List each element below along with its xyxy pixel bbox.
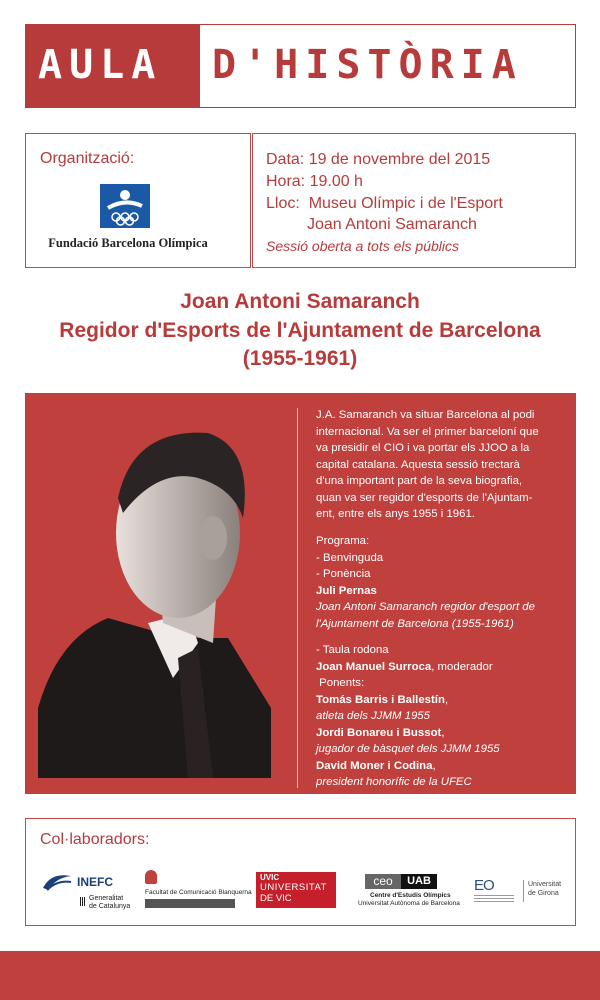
gencat-line-2: de Catalunya — [89, 903, 131, 910]
girona-divider — [523, 880, 524, 902]
event-place-line2: Joan Antoni Samaranch — [307, 216, 477, 233]
blanquerna-bar — [145, 899, 235, 908]
ceo-line-1: Centre d'Estudis Olímpics — [370, 892, 451, 899]
comma: , — [444, 693, 449, 706]
programa-item-benvinguda: - Benvinguda — [316, 551, 384, 564]
collaborators-label: Col·laboradors: — [40, 831, 150, 848]
blanquerna-logo-icon — [145, 870, 157, 884]
organizer-label: Organització: — [40, 150, 135, 167]
ceo-line-2: Universitat Autònoma de Barcelona — [358, 900, 460, 907]
event-date: Data: 19 de novembre del 2015 — [266, 151, 491, 168]
comma: , — [432, 759, 436, 772]
moderador-line — [316, 659, 493, 676]
header-title-historia: D'HISTÒRIA — [212, 42, 523, 88]
ponents-heading: Ponents: — [316, 677, 365, 689]
column-divider — [297, 408, 298, 788]
uvic-line-1: UVIC — [260, 873, 280, 882]
inefc-logo-icon — [41, 872, 73, 892]
ponent-3-role: president honorífic de la UFEC — [316, 776, 472, 788]
ponent-1-role: atleta dels JJMM 1955 — [316, 710, 430, 722]
comma: , — [441, 726, 445, 739]
ponencia-title-line-1: Joan Antoni Samaranch regidor d'esport de — [316, 601, 535, 613]
fundacio-logo-text: Fundació Barcelona Olímpica — [48, 236, 208, 250]
title-line-1: Joan Antoni Samaranch — [180, 290, 420, 313]
ceo-logo: ceo — [365, 874, 401, 889]
intro-line: ent, entre els anys 1955 i 1961. — [316, 508, 475, 520]
uab-logo: UAB — [401, 874, 437, 889]
ponent-2 — [316, 725, 445, 742]
ponent-2-role: jugador de bàsquet dels JJMM 1955 — [316, 743, 500, 755]
footer-band — [0, 951, 600, 1000]
title-line-2: Regidor d'Esports de l'Ajuntament de Barcelona — [59, 319, 541, 342]
intro-line: J.A. Samaranch va situar Barcelona al podi — [316, 409, 535, 421]
ponent-3-name: David Moner i Codina — [316, 759, 433, 772]
programa-item-ponencia: - Ponència — [316, 568, 371, 580]
fundacio-logo-icon — [100, 184, 150, 228]
programa-heading: Programa: — [316, 535, 370, 547]
title-line-3: (1955-1961) — [242, 347, 358, 370]
moderador-role: , moderador — [431, 660, 493, 673]
header-title-aula: AULA — [38, 42, 163, 88]
blanquerna-text: Facultat de Comunicació Blanquerna — [145, 889, 252, 896]
portrait-photo — [38, 408, 271, 778]
girona-line-1: Universitat — [528, 881, 562, 888]
ponencia-title-line-2: l'Ajuntament de Barcelona (1955-1961) — [316, 617, 514, 630]
inefc-text: INEFC — [77, 875, 113, 889]
ponent-3 — [316, 758, 436, 775]
event-time: Hora: 19.00 h — [266, 173, 363, 190]
intro-line: d'una important part de la seva biografia, — [316, 475, 523, 487]
ponent-2-name: Jordi Bonareu i Bussot — [316, 726, 442, 739]
uvic-line-3: DE VIC — [260, 893, 292, 904]
intro-line: quan va ser regidor d'esports de l'Ajuntam- — [316, 491, 533, 504]
intro-line: capital catalana. Aquesta sessió trectarà — [316, 458, 520, 471]
event-place: Lloc: Museu Olímpic i de l'Esport — [266, 195, 503, 212]
girona-line-2: de Girona — [528, 890, 559, 897]
ponent-1 — [316, 692, 448, 709]
intro-line: internacional. Va ser el primer barceloní que — [316, 425, 539, 438]
ponent-name: Juli Pernas — [316, 584, 377, 597]
eo-logo: EO — [474, 877, 494, 894]
gencat-icon — [80, 897, 86, 906]
ponent-1-name: Tomás Barris i Ballestín — [316, 693, 445, 706]
gencat-line-1: Generalitat — [89, 895, 124, 902]
event-open-note: Sessió oberta a tots els públics — [266, 238, 459, 254]
uvic-line-2: UNIVERSITAT — [260, 882, 327, 893]
programa-item-taula: - Taula rodona — [316, 644, 389, 656]
intro-line: va presidir el CIO i va portar els JJOO a la — [316, 442, 530, 454]
eo-subtext — [474, 895, 514, 903]
moderador-name: Joan Manuel Surroca — [316, 660, 432, 673]
